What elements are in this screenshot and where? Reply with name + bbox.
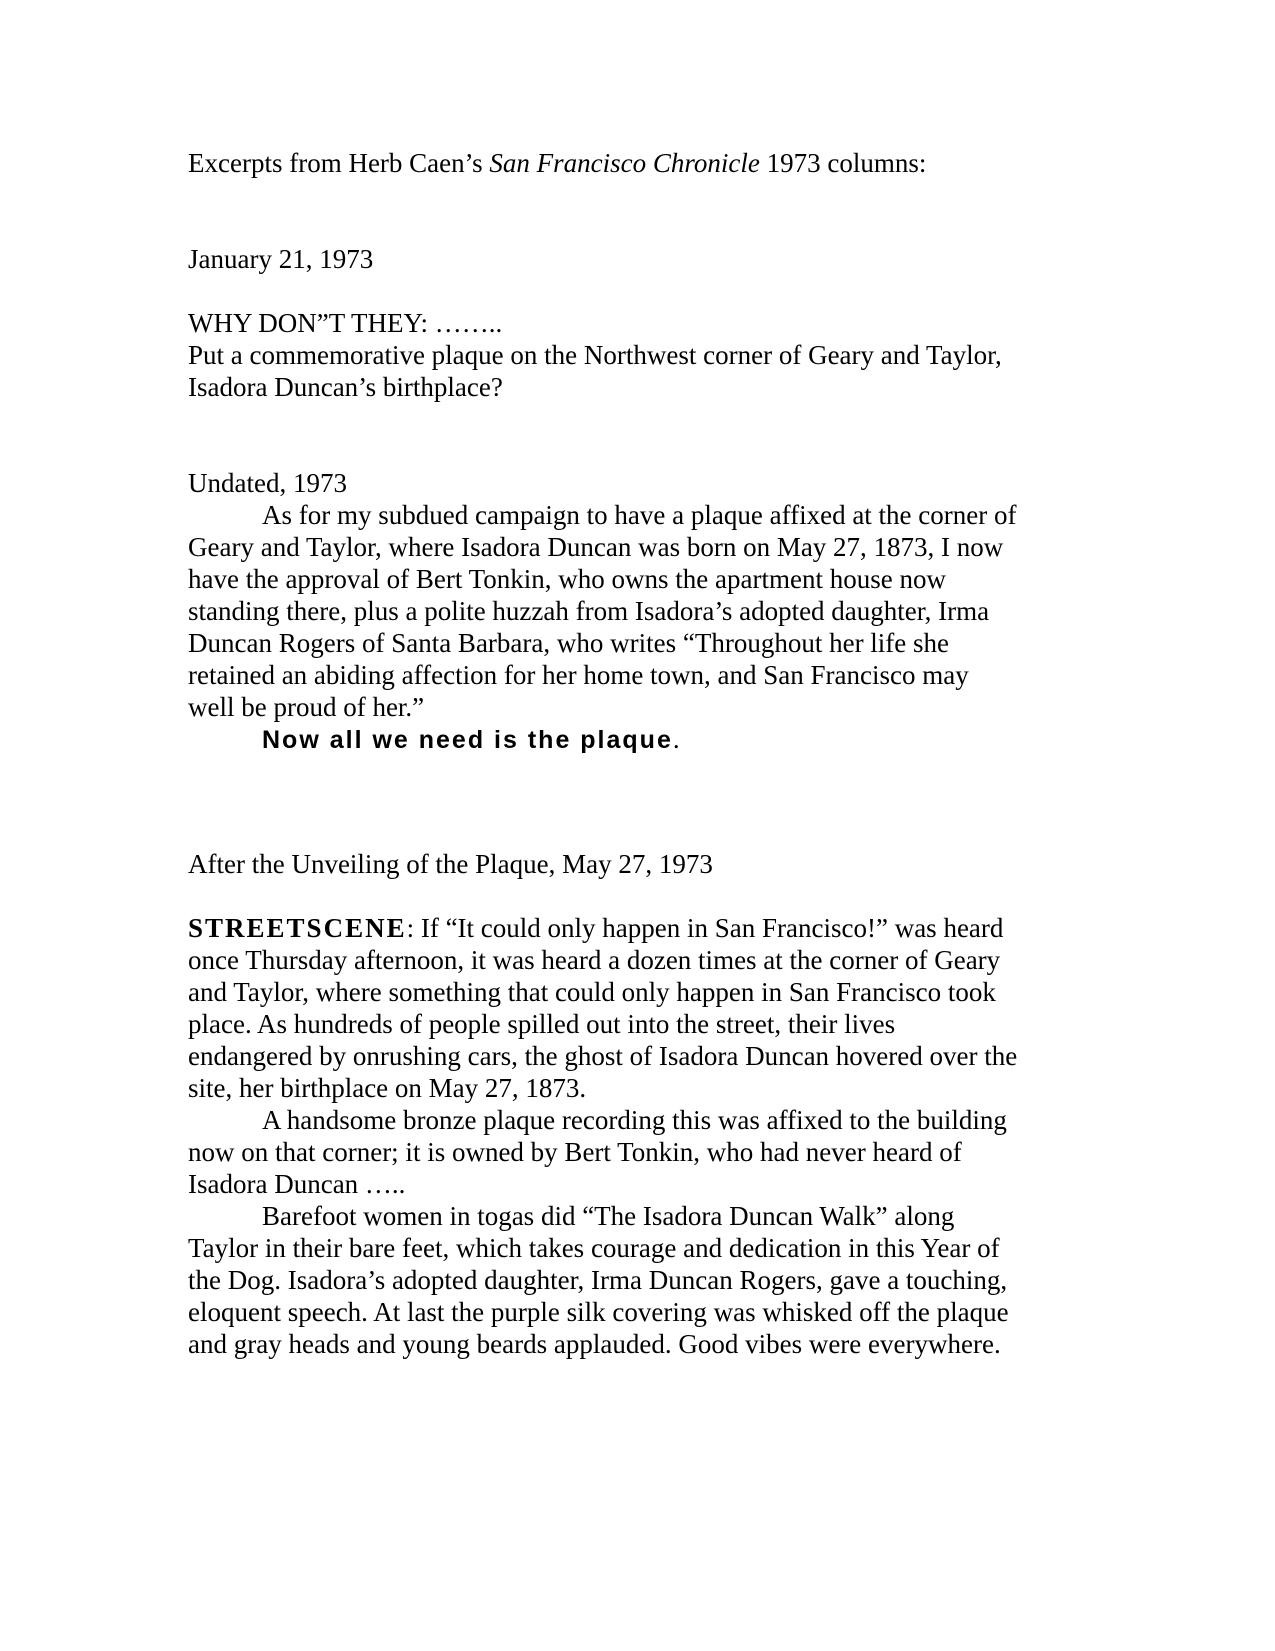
body-line: endangered by onrushing cars, the ghost of Isadora Duncan hovered over the: [188, 1041, 1018, 1071]
body-line: now on that corner; it is owned by Bert Tonkin, who had never heard of: [188, 1137, 962, 1167]
body-line: retained an abiding affection for her home town, and San Francisco may: [188, 660, 969, 690]
closing-bold-text: Now all we need is the plaque: [262, 726, 673, 754]
section-after-unveiling-body: [188, 912, 1088, 1360]
header-prefix: Excerpts from Herb Caen’s: [188, 148, 490, 178]
body-line: have the approval of Bert Tonkin, who owns the apartment house now: [188, 564, 946, 594]
section-date: Undated, 1973: [188, 468, 347, 498]
lead-line: [188, 912, 1088, 944]
body-line: Geary and Taylor, where Isadora Duncan was born on May 27, 1873, I now: [188, 532, 1004, 562]
section-after-unveiling: [188, 848, 1088, 880]
document-header: [188, 147, 1088, 179]
streetscene-label: STREETSCENE: [188, 913, 407, 943]
body-line: Taylor in their bare feet, which takes courage and dedication in this Year of: [188, 1233, 1000, 1263]
section-date: After the Unveiling of the Plaque, May 27, 1973: [188, 849, 713, 879]
body-line: Duncan Rogers of Santa Barbara, who writes “Throughout her life she: [188, 628, 950, 658]
body-line: Isadora Duncan’s birthplace?: [188, 372, 503, 402]
body-line: Barefoot women in togas did “The Isadora Duncan Walk” along: [262, 1201, 955, 1231]
body-line: Put a commemorative plaque on the Northwest corner of Geary and Taylor,: [188, 340, 1002, 370]
section-date: January 21, 1973: [188, 244, 374, 274]
closing-line: [188, 723, 1088, 755]
body-line: once Thursday afternoon, it was heard a dozen times at the corner of Geary: [188, 945, 1001, 975]
body-line: As for my subdued campaign to have a plaque affixed at the corner of: [262, 500, 1017, 530]
section-january-21-body: [188, 307, 1088, 403]
body-line: place. As hundreds of people spilled out into the street, their lives: [188, 1009, 896, 1039]
body-line: well be proud of her.”: [188, 692, 425, 722]
body-line: the Dog. Isadora’s adopted daughter, Irma Duncan Rogers, gave a touching,: [188, 1265, 1008, 1295]
closing-period: .: [672, 724, 680, 754]
publication-title: San Francisco Chronicle: [489, 148, 760, 178]
body-line: site, her birthplace on May 27, 1873.: [188, 1073, 587, 1103]
header-suffix: 1973 columns:: [759, 148, 927, 178]
section-undated: [188, 467, 1088, 755]
header-line: [188, 147, 1088, 179]
lead-text: : If “It could only happen in San Francisco!” was heard: [406, 913, 1004, 943]
section-january-21: [188, 243, 1088, 275]
body-line: and Taylor, where something that could only happen in San Francisco took: [188, 977, 996, 1007]
section-heading: WHY DON”T THEY: ……..: [188, 308, 503, 338]
body-line: standing there, plus a polite huzzah from Isadora’s adopted daughter, Irma: [188, 596, 990, 626]
body-line: and gray heads and young beards applauded. Good vibes were everywhere.: [188, 1329, 1001, 1359]
body-line: Isadora Duncan …..: [188, 1169, 406, 1199]
body-line: eloquent speech. At last the purple silk covering was whisked off the plaque: [188, 1297, 1009, 1327]
body-line: A handsome bronze plaque recording this was affixed to the building: [262, 1105, 1007, 1135]
